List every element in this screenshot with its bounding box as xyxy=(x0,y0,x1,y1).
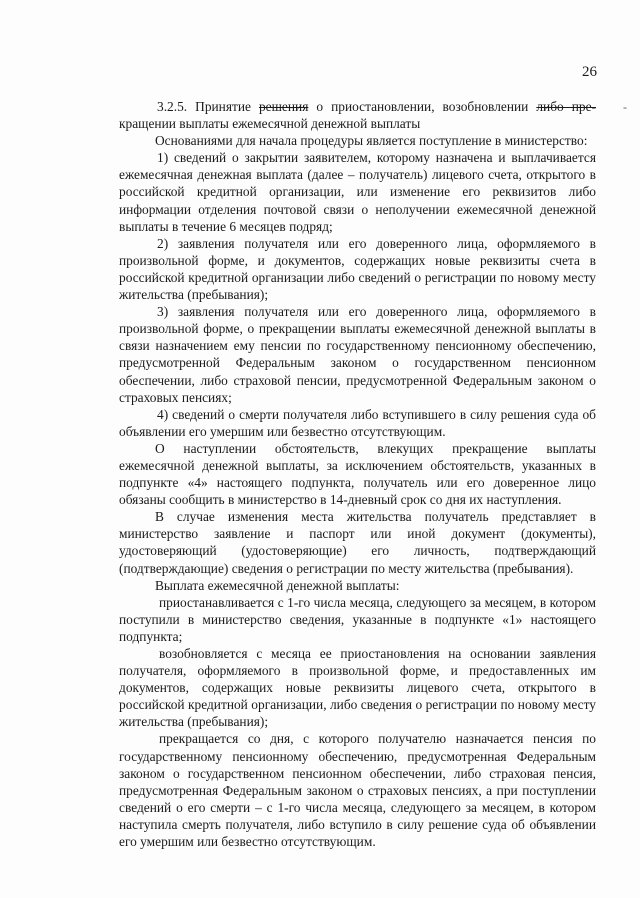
heading-rest: кращении выплаты ежемесячной денежной выплаты xyxy=(119,116,421,132)
heading-struck-word: решения xyxy=(258,99,309,114)
heading-middle: о приостановлении, возобновлении xyxy=(308,99,537,114)
paragraph-basis: Основаниями для начала процедуры является поступление в министерство: xyxy=(155,133,588,149)
list-item-1: 1) сведений о закрытии заявителем, которому назначена и выплачивается ежемесячная денежная выплата (далее – получатель) лицевого счета, открытого в российской кредитной организации, или изменение его реквизитов либо информации отделения почтовой связи о неполучении ежемесячной денежной выплаты в течение 6 месяцев подряд; xyxy=(119,150,596,234)
paragraph-resumption: возобновляется с месяца ее приостановления на основании заявления получателя, оформляемого в произвольной форме, и предоставленных им документов, содержащих новые реквизиты лицевого счета, открытого в российской кредитной организации, либо сведения о регистрации по новому месту жительства (пребывания); xyxy=(119,646,596,730)
page-number: 26 xyxy=(582,64,597,80)
document-body xyxy=(119,98,596,850)
heading-struck-phrase: либо пре- xyxy=(536,99,596,114)
margin-mark: - xyxy=(623,100,627,114)
paragraph-termination: прекращается со дня, с которого получателю назначается пенсия по государственному пенсионному обеспечению, предусмотренная Федеральным законом о государственном пенсионном обеспечении, либо страховая пенсия, предусмотренная Федеральным законом о страховых пенсиях, а при поступлении сведений о его смерти – с 1-го числа месяца, следующего за месяцем, в котором наступила смерть получателя, либо вступило в силу решение суда об объявлении его умершим или безвестно отсутствующим. xyxy=(119,731,596,850)
paragraph-notification: О наступлении обстоятельств, влекущих прекращение выплаты ежемесячной денежной выплаты, за исключением обстоятельств, указанных в подпункте «4» настоящего подпункта, получатель или его доверенное лицо обязаны сообщить в министерство в 14-дневный срок со дня их наступления. xyxy=(119,440,596,508)
heading-prefix: 3.2.5. Принятие xyxy=(157,99,259,114)
paragraph-payment-intro: Выплата ежемесячной денежной выплаты: xyxy=(155,577,400,593)
section-heading xyxy=(119,98,596,132)
paragraph-residence-change: В случае изменения места жительства получатель представляет в министерство заявление и паспорт или иной документ (документы), удостоверяющий (удостоверяющие) его личность, подтверждающий (подтверждающие) сведения о регистрации по месту жительства (пребывания). xyxy=(119,509,596,576)
list-item-4: 4) сведений о смерти получателя либо вступившего в силу решения суда об объявлении его умершим или безвестно отсутствующим. xyxy=(119,406,596,439)
list-item-3: 3) заявления получателя или его доверенного лица, оформляемого в произвольной форме, о прекращении выплаты ежемесячной денежной выплаты в связи назначением ему пенсии по государственному пенсионному обеспечению, предусмотренной Федеральным законом о государственном пенсионном обеспечении, либо страховой пенсии, предусмотренной Федеральным законом о страховых пенсиях; xyxy=(119,304,596,405)
list-item-2: 2) заявления получателя или его доверенного лица, оформляемого в произвольной форме, и документов, содержащих новые реквизиты счета в российской кредитной организации либо сведений о регистрации по новому месту жительства (пребывания); xyxy=(119,235,596,303)
paragraph-suspension: приостанавливается с 1-го числа месяца, следующего за месяцем, в котором поступили в министерство сведения, указанные в подпункте «1» настоящего подпункта; xyxy=(119,594,596,644)
